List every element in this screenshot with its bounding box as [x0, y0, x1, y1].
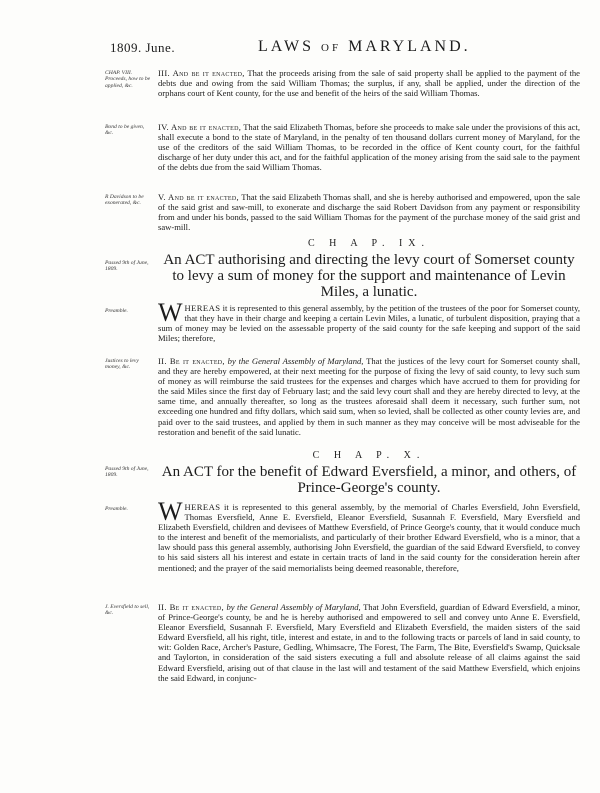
section-5-text: That the said Elizabeth Thomas shall, and she is hereby authorised and empowered, upon the sale of the said grist and saw-mill, to exonerate and discharge the said Robert Davidson from any payment or responsibility from and under his bonds, passed to the said William Thomas for the payment of the purchase money of the said grist and saw-mill. [158, 192, 581, 233]
section-4-lead: IV. And be it enacted, [158, 122, 242, 132]
margin-note-justices: Justices to levy money, &c. [105, 358, 139, 371]
chap-10-title: An ACT for the benefit of Edward Eversfield, a minor, and others, of Prince-George's county. [161, 464, 577, 496]
header-title: LAWS of MARYLAND. [258, 38, 471, 55]
section-4-text: That the said Elizabeth Thomas, before she proceeds to make sale under the provisions of this act, shall execute a bond to the state of Maryland, in the penalty of ten thousand dollars current money of Maryland, for the use of the creditors of the said William Thomas, to be recorded in the office of Kent county court, for the faithful discharge of her duty under this act, and for the faithful application of the money arising from the said sale to the payment of the debts due from the said William Thomas. [158, 122, 580, 173]
margin-note-davidson: R Davidson to be exonerated, &c. [105, 194, 144, 207]
section-4 [158, 122, 580, 172]
running-header [110, 40, 580, 60]
margin-note-chap8: CHAP. VIII. Proceeds, how to be applied, &c. [105, 70, 151, 89]
chap-10-section-2 [158, 602, 580, 683]
section-5 [158, 192, 580, 232]
chap-10-section-2-italic: by the General Assembly of Maryland, [226, 602, 361, 612]
section-3 [158, 68, 580, 98]
chap-9-drop-cap: W [158, 298, 183, 327]
chap-9-section-2-text: That the justices of the levy court for Somerset county shall, and they are hereby empowered, at their next meeting for the purpose of fixing the levy of said county, to levy such sum of money as will reimburse the said trustees for the expenses and charges which have accrued to them for providing for the said Miles since the first day of February last; and the said levy court shall and they are hereby directed to levy, at the same time, and annually thereafter, so long as the trustees aforesaid shall deem it necessary, such further sum, not exceeding one hundred and fifty dollars, which said sum, when so levied, shall be collected as other county levies are, and paid over to the said trustees, and applied by them in such manner as they may conceive will be most adviseable for the restoration and benefit of the said lunatic. [158, 356, 581, 437]
chap-10-section-2-text: That John Eversfield, guardian of Edward Eversfield, a minor, of Prince-George's county, be and he is hereby authorised and empowered to sell and convey unto Anne E. Eversfield, Eleanor Eversfield, Susannah F. Eversfield, Mary Eversfield and Elizabeth Eversfield, the maiden sisters of the said Edward Eversfield, all his right, title, interest and estate, in and to the following tracts or parcels of land in said county, to wit: Golden Race, Archer's Pasture, Gedling, Whimsacre, The Forest, The Farm, The Bite, Eversfield's Swamp, Quicksale and Taylorton, in consideration of the said sisters executing a full and absolute release of all claims against the said Edward Eversfield, arising out of that clause in the last will and testament of the said Matthew Eversfield, which enjoins the said Edward, in conjunc- [158, 602, 580, 683]
chap-9-section-2-italic: by the General Assembly of Maryland, [227, 356, 364, 366]
chap-10-drop-cap: W [158, 497, 183, 526]
chap-10-preamble [158, 497, 580, 573]
header-year: 1809. June. [110, 40, 176, 55]
chap-9-preamble-lead: HEREAS [184, 303, 221, 313]
chap-10-preamble-text: it is represented to this general assembly, by the memorial of Charles Eversfield, John Eversfield, Thomas Eversfield, Anne E. Eversfield, Eleanor Eversfield, Susannah F. Eversfield, Mary Eversfield and Elizabeth Eversfield, children and devisees of Matthew Eversfield, of Prince George's county, that it would conduce much to the interest and benefit of the memorialists, and particularly of their brother Edward Eversfield, who is a minor, that a law should pass this general assembly, authorising John Eversfield, the guardian of the said Edward Eversfield, to convey to his said sisters all his interest and estate in certain tracts of land in the said county for the consideration herein after mentioned; and the prayer of the said memorialists being deemed reasonable, therefore, [158, 502, 580, 573]
margin-note-preamble-1: Preamble. [105, 308, 128, 314]
margin-note-bond: Bond to be given, &c. [105, 124, 145, 137]
chap-10-heading: C H A P. X. [312, 450, 426, 461]
margin-note-passed-9: Passed 9th of June, 1809. [105, 260, 149, 273]
chap-9-preamble [158, 298, 580, 344]
margin-note-eversfield: J. Eversfield to sell, &c. [105, 604, 150, 617]
section-3-lead: III. And be it enacted, [158, 68, 245, 78]
chap-10-preamble-lead: HEREAS [184, 502, 221, 512]
chap-9-section-2-lead: II. Be it enacted, [158, 356, 225, 366]
section-5-lead: V. And be it enacted, [158, 192, 239, 202]
chap-9-heading: C H A P. IX. [307, 238, 430, 249]
chap-9-preamble-text: it is represented to this general assembly, by the petition of the trustees of the poor for Somerset county, that they have in their charge and keeping a certain Levin Miles, a lunatic, of turbulent disposition, praying that a sum of money may be levied on the assessable property of the said county for the safe keeping and support of the said Miles; therefore, [158, 303, 580, 344]
margin-note-preamble-2: Preamble. [105, 506, 128, 512]
chap-9-section-2 [158, 356, 580, 437]
section-3-text: That the proceeds arising from the sale of said property shall be applied to the payment of the debts due and owing from the said William Thomas; the surplus, if any, shall be applied, under the direction of the orphans court of Kent county, for the use and benefit of the heirs of the said William Thomas. [158, 68, 580, 99]
margin-note-passed-10: Passed 9th of June, 1809. [105, 466, 149, 479]
chap-10-section-2-lead: II. Be it enacted, [158, 602, 224, 612]
chap-9-title: An ACT authorising and directing the levy court of Somerset county to levy a sum of money for the support and maintenance of Levin Miles, a lunatic. [163, 252, 575, 300]
